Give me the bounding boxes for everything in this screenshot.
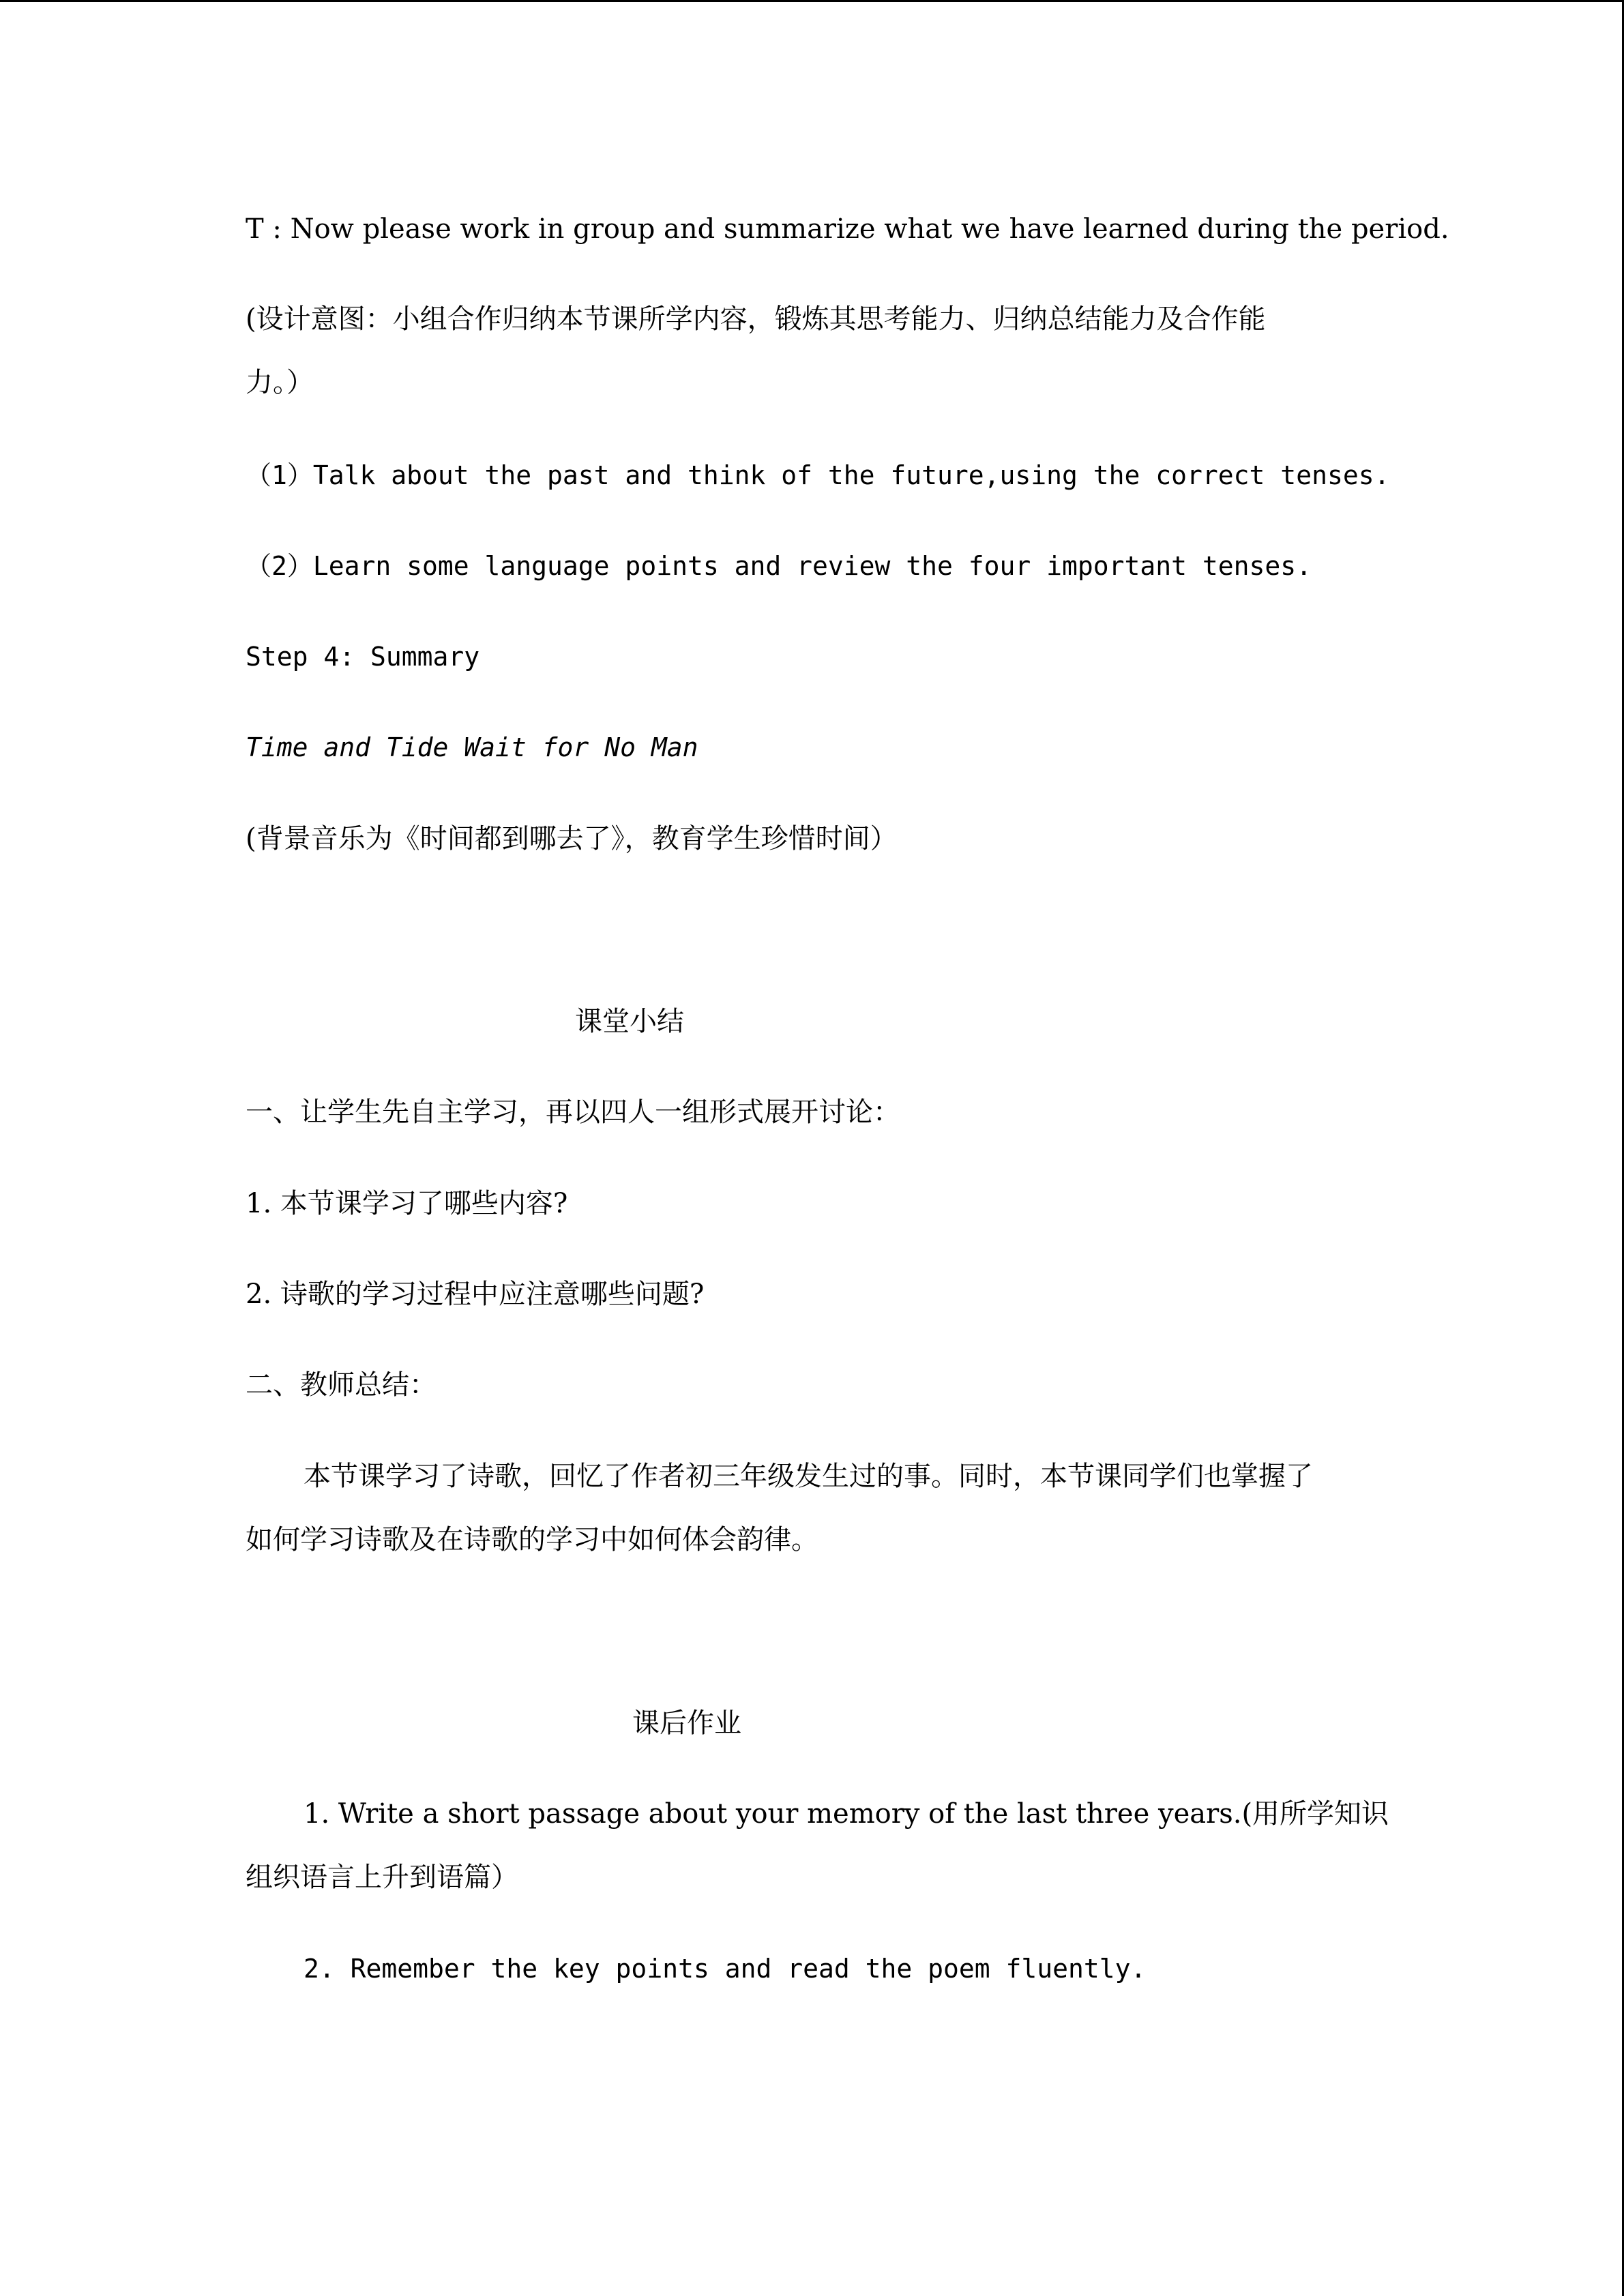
summary-part-two: 二、教师总结： — [246, 1369, 437, 1401]
homework-item-2: 2. Remember the key points and read the poem fluently. — [304, 1954, 1147, 1984]
summary-point-1: （1）Talk about the past and think of the future,using the correct tenses. — [246, 460, 1390, 490]
summary-question-2: 2. 诗歌的学习过程中应注意哪些问题? — [246, 1279, 705, 1310]
summary-part-one: 一、让学生先自主学习，再以四人一组形式展开讨论： — [246, 1097, 900, 1128]
homework-item-1-line-2: 组织语言上升到语篇） — [246, 1862, 518, 1893]
homework-heading: 课后作业 — [632, 1708, 741, 1739]
class-summary-heading: 课堂小结 — [575, 1006, 684, 1037]
summary-question-1: 1. 本节课学习了哪些内容? — [246, 1188, 568, 1219]
teacher-prompt: T : Now please work in group and summarize what we have learned during the period. — [246, 213, 1449, 245]
teacher-summary-line-2: 如何学习诗歌及在诗歌的学习中如何体会韵律。 — [246, 1524, 818, 1555]
step-4-heading: Step 4: Summary — [246, 642, 480, 672]
poem-title: Time and Tide Wait for No Man — [246, 732, 698, 762]
summary-point-2: （2）Learn some language points and review the four important tenses. — [246, 551, 1312, 581]
page-top-border — [0, 0, 1624, 2]
design-intent-line-2: 力。） — [246, 367, 314, 398]
design-intent-line-1: (设计意图：小组合作归纳本节课所学内容，锻炼其思考能力、归纳总结能力及合作能 — [246, 303, 1266, 335]
homework-item-1-line-1: 1. Write a short passage about your memory of the last three years.(用所学知识 — [304, 1798, 1389, 1830]
teacher-summary-line-1: 本节课学习了诗歌，回忆了作者初三年级发生过的事。同时，本节课同学们也掌握了 — [304, 1461, 1313, 1492]
background-music-note: (背景音乐为《时间都到哪去了》，教育学生珍惜时间） — [246, 823, 898, 854]
